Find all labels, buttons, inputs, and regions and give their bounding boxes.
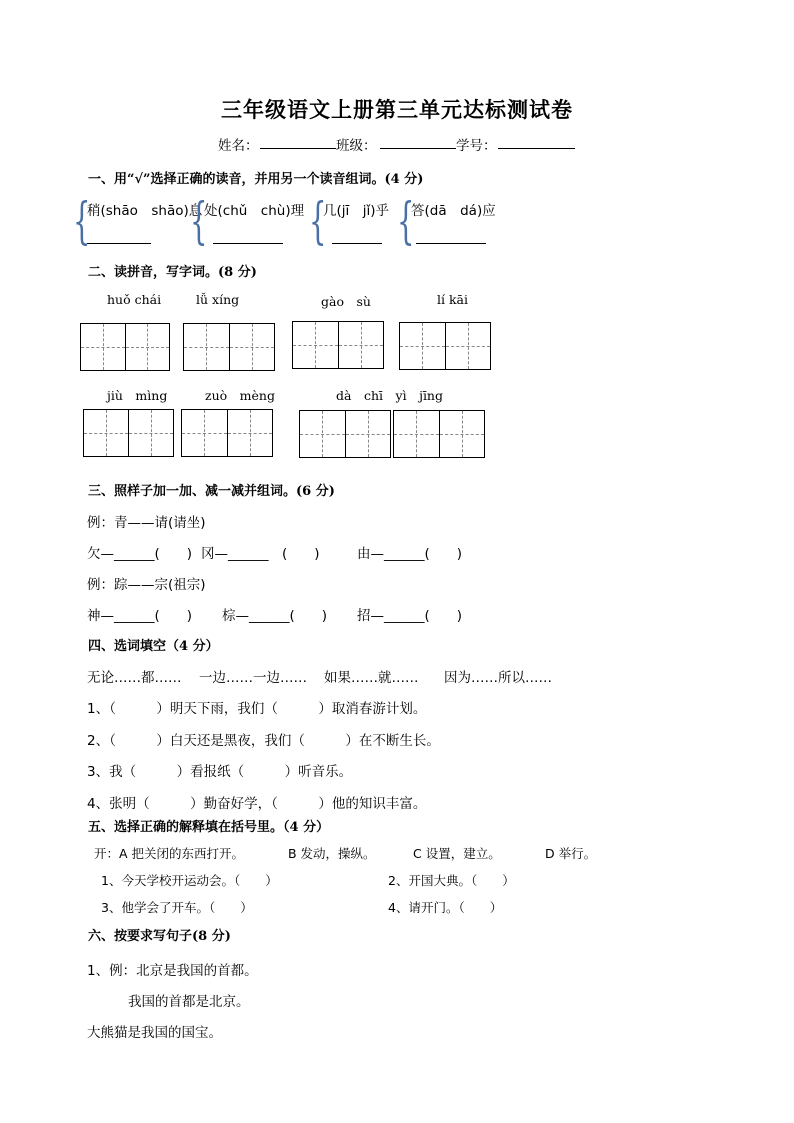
writing-grid[interactable] — [399, 322, 491, 370]
fill-item[interactable]: 棕—______( ) — [222, 608, 328, 624]
s1-item: 稍(shāo shāo)息 — [87, 203, 203, 219]
question-text[interactable]: 1、（ ）明天下雨，我们（ ）取消春游计划。 — [87, 701, 427, 717]
section-3-heading: 三、照样子加一加、减一减并组词。(6 分) — [88, 484, 335, 499]
writing-grid[interactable] — [183, 323, 275, 371]
name-label: 姓名： — [218, 138, 259, 154]
question-text[interactable]: 1、今天学校开运动会。（ ） — [101, 873, 278, 888]
pinyin-label: zuò mèng — [205, 388, 275, 403]
fill-item[interactable]: 欠—______( ) — [87, 546, 193, 562]
pinyin-label: jiù mìng — [107, 388, 168, 403]
s1-answer-blank[interactable] — [213, 242, 283, 244]
question-text[interactable]: 3、我（ ）看报纸（ ）听音乐。 — [87, 764, 353, 780]
writing-grid[interactable] — [393, 410, 485, 458]
fill-item[interactable]: 由—______( ) — [357, 546, 463, 562]
brace-icon: { — [190, 192, 208, 250]
task-sentence: 大熊猫是我国的国宝。 — [87, 1025, 222, 1041]
question-text[interactable]: 4、请开门。（ ） — [388, 900, 503, 915]
fill-item[interactable]: 神—______( ) — [87, 608, 193, 624]
class-label: 班级： — [336, 138, 377, 154]
definition-option: C 设置，建立。 — [413, 846, 501, 861]
example-text: 例：踪——宗(祖宗) — [87, 577, 206, 593]
writing-grid[interactable] — [181, 409, 273, 457]
brace-icon: { — [73, 192, 91, 250]
definition-option: D 举行。 — [545, 846, 597, 861]
fill-item[interactable]: 招—______( ) — [357, 608, 463, 624]
class-field[interactable] — [380, 134, 456, 149]
section-1-heading: 一、用“√”选择正确的读音，并用另一个读音组词。(4 分) — [88, 172, 424, 187]
question-text[interactable]: 4、张明（ ）勤奋好学，（ ）他的知识丰富。 — [87, 796, 427, 812]
definition-option: 开：A 把关闭的东西打开。 — [94, 846, 245, 861]
example-text: 1、例：北京是我国的首都。 — [87, 963, 258, 979]
s1-item: 处(chǔ chù)理 — [204, 203, 305, 219]
section-5-heading: 五、选择正确的解释填在括号里。（4 分） — [88, 820, 330, 835]
word-option: 因为……所以…… — [444, 670, 552, 686]
example-text: 例：青——请(请坐) — [87, 515, 206, 531]
pinyin-label: gào sù — [321, 294, 371, 309]
pinyin-label: dà chī yì jīng — [336, 388, 443, 403]
writing-grid[interactable] — [83, 409, 174, 457]
name-field[interactable] — [260, 134, 336, 149]
s1-answer-blank[interactable] — [332, 242, 382, 244]
question-text[interactable]: 2、开国大典。（ ） — [388, 873, 515, 888]
brace-icon: { — [397, 192, 415, 250]
word-option: 无论……都…… — [87, 670, 182, 686]
writing-grid[interactable] — [80, 323, 170, 371]
fill-item[interactable]: 冈—______ ( ) — [201, 546, 320, 562]
page-title: 三年级语文上册第三单元达标测试卷 — [221, 97, 573, 122]
writing-grid[interactable] — [292, 321, 384, 369]
writing-grid[interactable] — [299, 410, 391, 458]
number-field[interactable] — [498, 134, 575, 149]
section-6-heading: 六、按要求写句子(8 分) — [88, 929, 231, 944]
question-text[interactable]: 2、（ ）白天还是黑夜，我们（ ）在不断生长。 — [87, 733, 440, 749]
word-option: 一边……一边…… — [199, 670, 307, 686]
s1-item: 答(dā dá)应 — [411, 203, 496, 219]
pinyin-label: lǚ xíng — [196, 292, 240, 307]
brace-icon: { — [309, 192, 327, 250]
s1-answer-blank[interactable] — [87, 242, 151, 244]
pinyin-label: lí kāi — [437, 292, 468, 307]
example-text: 我国的首都是北京。 — [128, 994, 250, 1010]
section-2-heading: 二、读拼音，写字词。(8 分) — [88, 265, 257, 280]
number-label: 学号： — [456, 138, 497, 154]
word-option: 如果……就…… — [324, 670, 419, 686]
pinyin-label: huǒ chái — [107, 292, 162, 307]
question-text[interactable]: 3、他学会了开车。（ ） — [101, 900, 253, 915]
definition-option: B 发动，操纵。 — [288, 846, 376, 861]
section-4-heading: 四、选词填空（4 分） — [88, 639, 219, 654]
s1-answer-blank[interactable] — [416, 242, 486, 244]
s1-item: 几(jī jǐ)乎 — [323, 203, 390, 219]
